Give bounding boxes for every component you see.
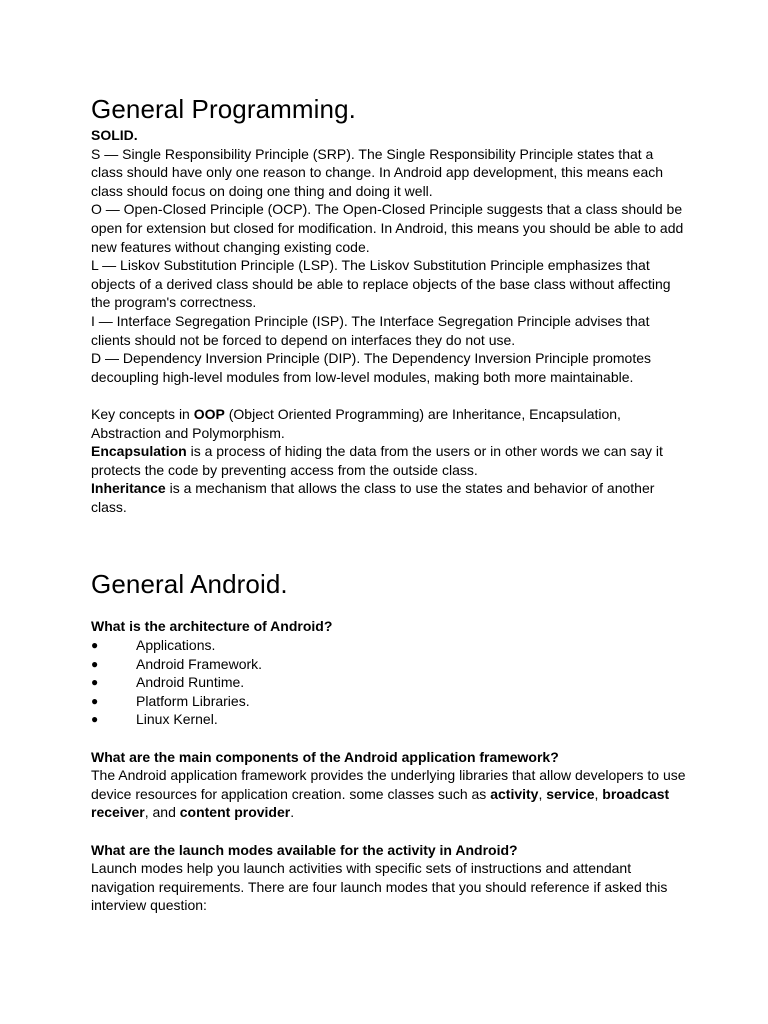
section-title-general-programming: General Programming.: [91, 94, 356, 124]
architecture-list: [91, 636, 688, 729]
spacer: [91, 822, 688, 841]
oop-prefix: Key concepts in: [91, 405, 194, 422]
solid-isp: I — Interface Segregation Principle (ISP). The Interface Segregation Principle advises that clients should not be forced to depend on interfaces they do not use.: [91, 312, 650, 348]
separator: ,: [594, 785, 603, 802]
inheritance-paragraph: [91, 479, 688, 516]
oop-term: OOP: [193, 405, 225, 422]
question-architecture: What is the architecture of Android?: [91, 618, 333, 635]
solid-srp: S — Single Responsibility Principle (SRP). The Single Responsibility Principle states that a class should have only one reason to change. In Android app development, this means each class should focus on doing one thing and doing it well.: [91, 145, 664, 199]
bullet-icon: ●: [91, 638, 99, 653]
inheritance-text: is a mechanism that allows the class to use the states and behavior of another class.: [91, 480, 655, 515]
spacer: [91, 386, 688, 405]
list-item: [91, 673, 688, 692]
list-item: [91, 655, 688, 674]
spacer: [91, 729, 688, 748]
answer-text: The Android application framework provides the underlying libraries that allow developers to use device resources for application creation. some classes such as: [91, 767, 686, 802]
term-content-provider: content provider: [179, 804, 291, 821]
list-item-label: Android Runtime.: [136, 674, 245, 691]
encapsulation-text: is a process of hiding the data from the users or in other words we can say it protects the code by preventing access from the outside class.: [91, 443, 663, 478]
solid-label: SOLID.: [91, 127, 138, 143]
list-item-label: Platform Libraries.: [136, 692, 250, 709]
period: .: [290, 804, 295, 821]
separator: , and: [144, 804, 180, 821]
list-item-label: Applications.: [136, 637, 216, 654]
solid-dip: D — Dependency Inversion Principle (DIP). The Dependency Inversion Principle promotes decoupling high-level modules from low-level modules, making both more maintainable.: [91, 350, 652, 385]
term-activity: activity: [490, 785, 539, 802]
encapsulation-term: Encapsulation: [91, 443, 187, 460]
list-item-label: Linux Kernel.: [136, 711, 218, 728]
list-item: [91, 692, 688, 711]
term-broadcast-receiver: broadcast receiver: [91, 785, 670, 821]
question-framework-components: What are the main components of the Android application framework?: [91, 748, 559, 765]
oop-paragraph: [91, 405, 688, 442]
solid-lsp: L — Liskov Substitution Principle (LSP). The Liskov Substitution Principle emphasizes that objects of a derived class should be able to replace objects of the base class without affecting the program's correctness.: [91, 257, 671, 311]
section-title-general-android: General Android.: [91, 569, 288, 600]
inheritance-term: Inheritance: [91, 480, 166, 497]
question-launch-modes: What are the launch modes available for the activity in Android?: [91, 841, 518, 858]
bullet-icon: ●: [91, 693, 99, 708]
solid-ocp: O — Open-Closed Principle (OCP). The Open-Closed Principle suggests that a class should be open for extension but closed for modification. In Android, this means you should be able to add new features without changing existing code.: [91, 201, 684, 255]
separator: ,: [538, 785, 547, 802]
oop-suffix: (Object Oriented Programming) are Inheritance, Encapsulation, Abstraction and Polymorphism.: [91, 405, 621, 441]
bullet-icon: ●: [91, 656, 99, 671]
list-item: [91, 636, 688, 655]
bullet-icon: ●: [91, 712, 99, 727]
list-item-label: Android Framework.: [136, 655, 263, 672]
term-service: service: [546, 785, 595, 802]
bullet-icon: ●: [91, 675, 99, 690]
list-item: [91, 710, 688, 729]
answer-framework-components: [91, 766, 688, 822]
answer-launch-modes: Launch modes help you launch activities with specific sets of instructions and attendant navigation requirements. There are four launch modes that you should reference if asked this interview question:: [91, 860, 668, 914]
encapsulation-paragraph: [91, 442, 688, 479]
